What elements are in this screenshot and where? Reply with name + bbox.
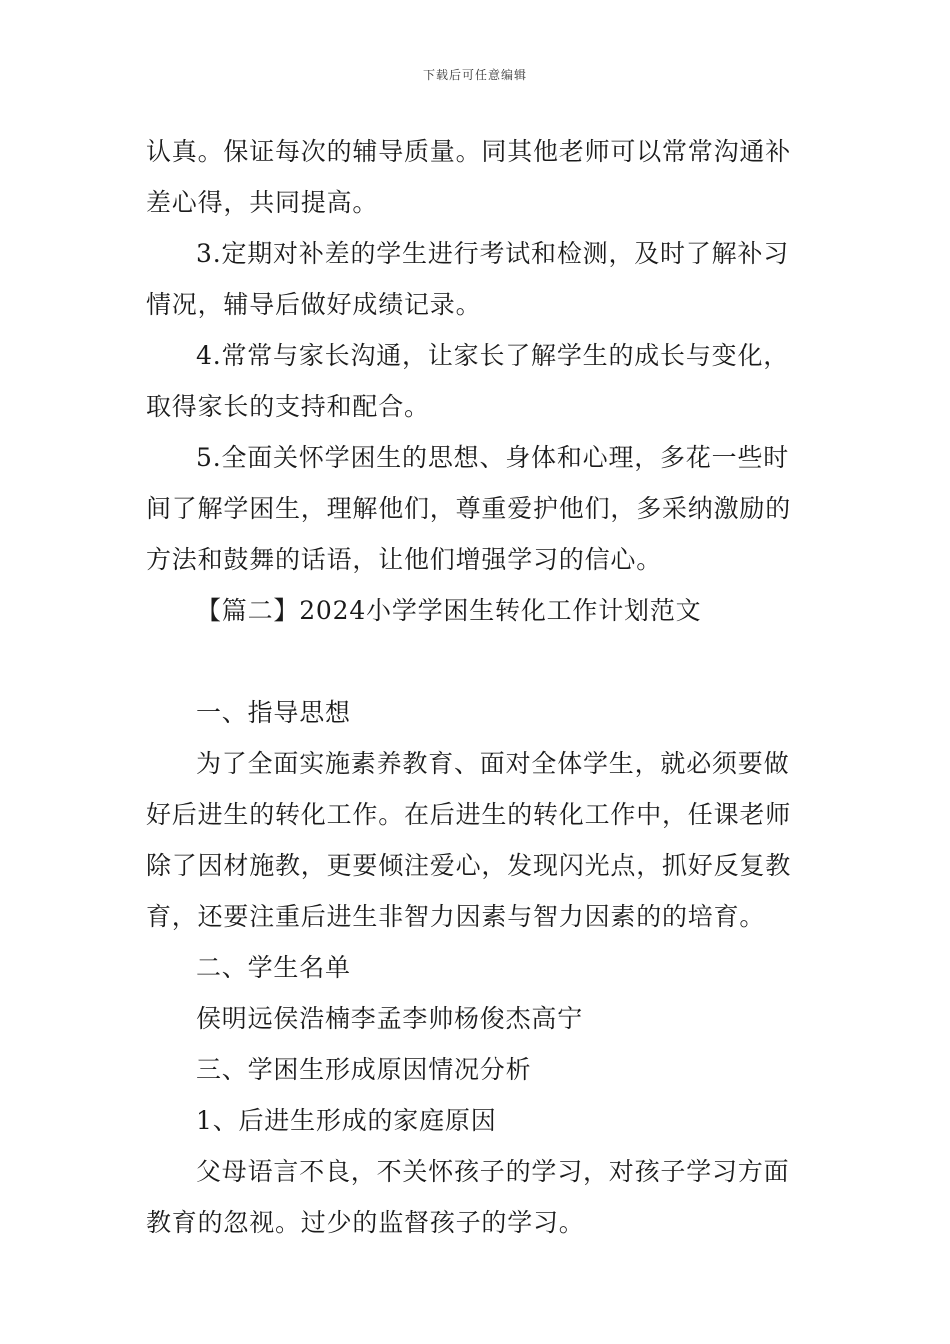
heading-student-list: 二、学生名单 bbox=[196, 953, 351, 982]
paragraph-item-5: 5.全面关怀学困生的思想、身体和心理，多花一些时间了解学困生，理解他们，尊重爱护他们，多采纳激励的方法和鼓舞的话语，让他们增强学习的信心。 bbox=[146, 443, 792, 574]
subheading-family-causes: 1、后进生形成的家庭原因 bbox=[196, 1106, 497, 1135]
paragraph-guiding-ideology: 为了全面实施素养教育、面对全体学生，就必须要做好后进生的转化工作。在后进生的转化工作中，任课老师除了因材施教，更要倾注爱心，发现闪光点，抓好反复教育，还要注重后进生非智力因素与智力因素的的培育。 bbox=[146, 749, 792, 931]
section-title: 【篇二】2024小学学困生转化工作计划范文 bbox=[196, 596, 702, 625]
document-body bbox=[146, 126, 810, 1248]
paragraph-continuation: 认真。保证每次的辅导质量。同其他老师可以常常沟通补差心得，共同提高。 bbox=[146, 137, 792, 217]
paragraph-family-causes: 父母语言不良，不关怀孩子的学习，对孩子学习方面教育的忽视。过少的监督孩子的学习。 bbox=[146, 1157, 790, 1237]
heading-guiding-ideology: 一、指导思想 bbox=[196, 698, 351, 727]
header-note: 下载后可任意编辑 bbox=[422, 68, 527, 82]
paragraph-item-3: 3.定期对补差的学生进行考试和检测，及时了解补习情况，辅导后做好成绩记录。 bbox=[146, 239, 790, 319]
heading-cause-analysis: 三、学困生形成原因情况分析 bbox=[196, 1055, 532, 1084]
student-names: 侯明远侯浩楠李孟李帅杨俊杰高宁 bbox=[196, 1004, 584, 1033]
paragraph-item-4: 4.常常与家长沟通，让家长了解学生的成长与变化，取得家长的支持和配合。 bbox=[146, 341, 790, 421]
blank-line bbox=[146, 636, 810, 687]
